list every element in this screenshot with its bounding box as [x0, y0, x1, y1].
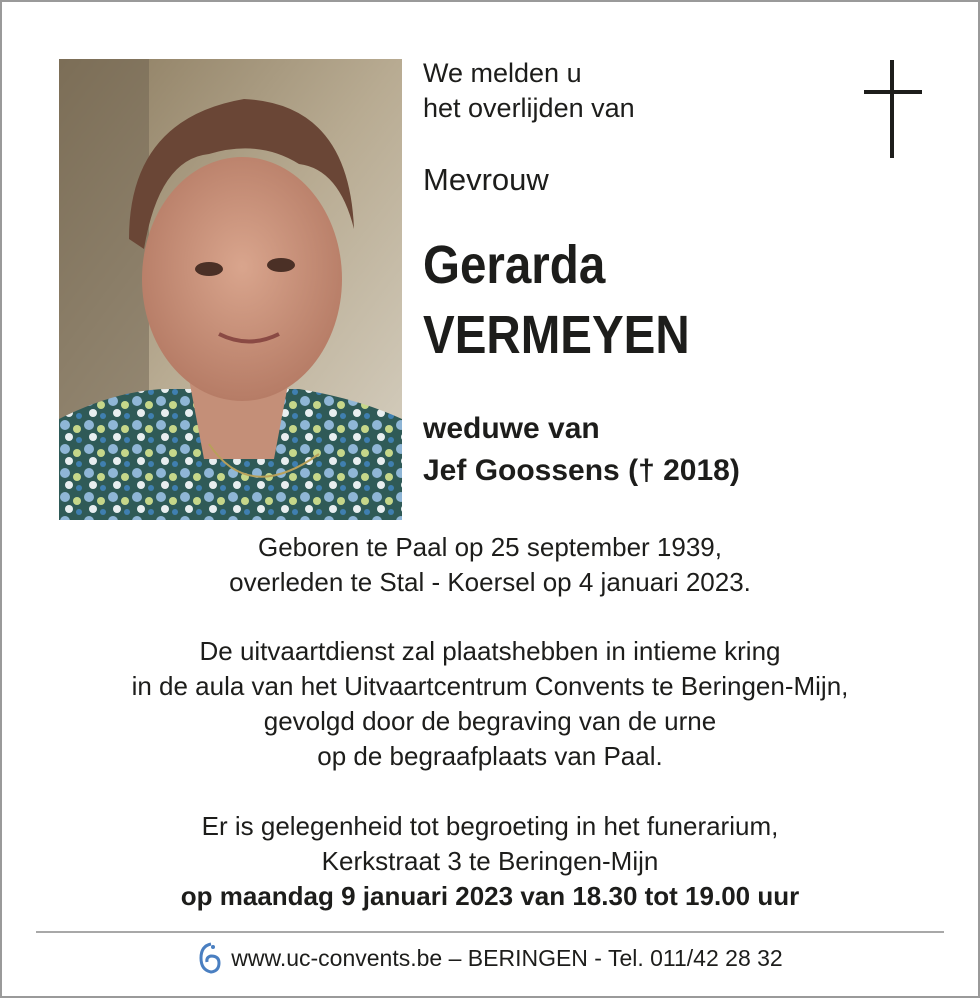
intro-line: We melden u	[423, 58, 582, 88]
portrait-photo	[59, 59, 402, 520]
intro-text	[423, 56, 635, 126]
cross-icon	[864, 60, 922, 158]
footer-contact: www.uc-convents.be – BERINGEN - Tel. 011/42 28 32	[231, 945, 783, 971]
visitation-line: Kerkstraat 3 te Beringen-Mijn	[321, 846, 659, 876]
spouse-line: Jef Goossens († 2018)	[423, 454, 740, 487]
service-line: De uitvaartdienst zal plaatshebben in intieme kring	[199, 636, 781, 666]
birth-death-text	[0, 530, 980, 600]
service-line: in de aula van het Uitvaartcentrum Convents te Beringen-Mijn,	[131, 671, 849, 701]
service-line: op de begraafplaats van Paal.	[317, 741, 663, 771]
footer-divider	[36, 931, 944, 933]
funeral-home-logo-icon	[197, 941, 223, 975]
intro-line: het overlijden van	[423, 93, 635, 123]
first-name: Gerarda	[423, 235, 606, 295]
death-line: overleden te Stal - Koersel op 4 januari 2023.	[229, 567, 751, 597]
visitation-line: Er is gelegenheid tot begroeting in het funerarium,	[201, 811, 779, 841]
birth-line: Geboren te Paal op 25 september 1939,	[258, 532, 722, 562]
footer	[0, 941, 980, 975]
spouse-info	[423, 408, 740, 492]
visitation-text	[0, 809, 980, 914]
service-line: gevolgd door de begraving van de urne	[263, 706, 717, 736]
visitation-date: op maandag 9 januari 2023 van 18.30 tot 19.00 uur	[180, 881, 800, 911]
last-name: VERMEYEN	[423, 305, 690, 365]
spouse-line: weduwe van	[423, 412, 600, 445]
deceased-name	[423, 230, 690, 370]
service-text	[0, 634, 980, 774]
salutation: Mevrouw	[423, 162, 549, 197]
